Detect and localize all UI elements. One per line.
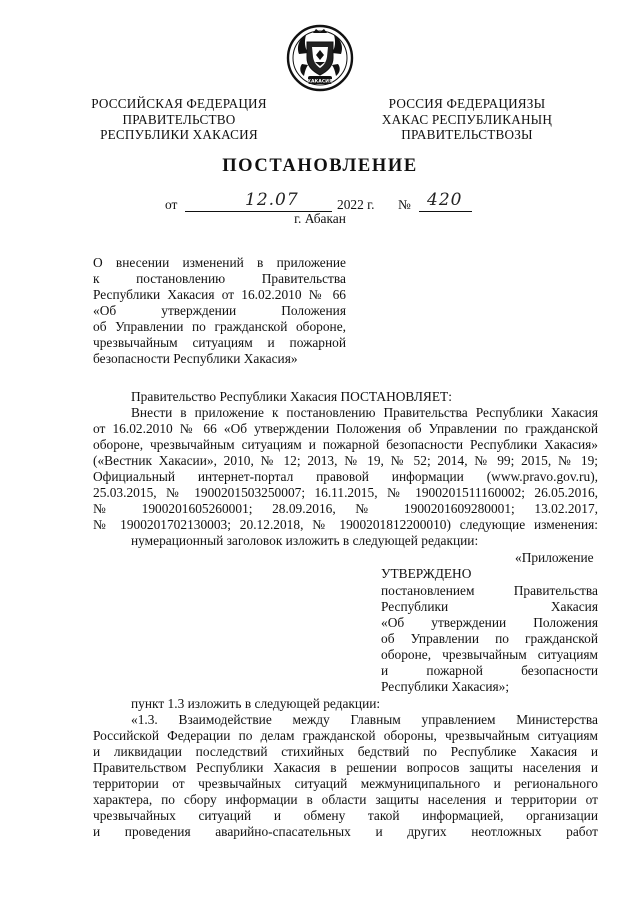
subject-line: об Управлении по гражданской обороне, bbox=[93, 319, 346, 334]
point-line: Российской Федерации по делам гражданской обороны, чрезвычайным ситуациям bbox=[93, 728, 598, 743]
point-line: пункт 1.3 изложить в следующей редакции: bbox=[131, 696, 381, 711]
point-line: территории от чрезвычайных ситуаций межмуниципального и регионального bbox=[93, 776, 598, 791]
date-year: 2022 г. bbox=[337, 197, 375, 212]
handwritten-date: 12.07 bbox=[245, 190, 299, 210]
document-title: ПОСТАНОВЛЕНИЕ bbox=[222, 156, 418, 176]
appendix-line: постановлением Правительства bbox=[381, 583, 598, 598]
point-line: и ликвидации последствий стихийных бедствий по Республике Хакасия и bbox=[93, 744, 598, 759]
subject-line: Республики Хакасия от 16.02.2010 № 66 bbox=[93, 287, 346, 302]
appendix-line: обороне, чрезвычайным ситуациям bbox=[381, 647, 598, 662]
date-prefix: от bbox=[165, 197, 178, 212]
point-line: и проведения аварийно-спасательных и других неотложных работ bbox=[93, 824, 598, 839]
handwritten-number: 420 bbox=[427, 190, 463, 210]
body-line: («Вестник Хакасии», 2010, № 12; 2013, № 19, № 52; 2014, № 99; 2015, № 19; bbox=[93, 453, 598, 468]
crest-inscription: ХАКАСИЯ bbox=[307, 79, 333, 85]
appendix-line: Республики Хакасия»; bbox=[381, 679, 510, 694]
point-line: чрезвычайных ситуаций и обмену такой информацией, организации bbox=[93, 808, 598, 823]
appendix-approved: УТВЕРЖДЕНО bbox=[381, 566, 472, 581]
body-line: Внести в приложение к постановлению Правительства Республики Хакасия bbox=[131, 405, 598, 420]
appendix-line: «Об утверждении Положения bbox=[381, 615, 598, 630]
point-line: «1.3. Взаимодействие между Главным управлением Министерства bbox=[131, 712, 598, 727]
city-line: г. Абакан bbox=[294, 211, 346, 226]
subject-line: безопасности Республики Хакасия» bbox=[93, 351, 298, 366]
header-right-line: РОССИЯ ФЕДЕРАЦИЯЗЫ bbox=[388, 96, 546, 111]
subject-line: О внесении изменений в приложение bbox=[93, 255, 346, 270]
body-line: от 16.02.2010 № 66 «Об утверждении Положения об Управлении по гражданской bbox=[93, 421, 598, 436]
body-line: № 1900201702130003; 20.12.2018, № 1900201812200010) следующие изменения: bbox=[93, 517, 598, 532]
appendix-line: и пожарной безопасности bbox=[381, 663, 598, 678]
header-left-line: РЕСПУБЛИКИ ХАКАСИЯ bbox=[100, 127, 258, 142]
subject-line: чрезвычайным ситуациям и пожарной bbox=[93, 335, 346, 350]
point-line: характера, по сбору информации в области защиты населения и территории от bbox=[93, 792, 598, 807]
subject-line: к постановлению Правительства bbox=[93, 271, 346, 286]
body-line: 25.03.2015, № 1900201503250007; 16.11.2015, № 1900201511160002; 26.05.2016, bbox=[93, 485, 598, 500]
coat-of-arms-emblem bbox=[286, 24, 354, 92]
body-line: Правительство Республики Хакасия ПОСТАНОВЛЯЕТ: bbox=[131, 389, 452, 404]
body-line: обороне, чрезвычайным ситуациям и пожарной безопасности Республики Хакасия» bbox=[93, 437, 598, 452]
point-line: Правительством Республики Хакасия в решении вопросов защиты населения и bbox=[93, 760, 598, 775]
body-line: Официальный интернет-портал правовой информации (www.pravo.gov.ru), bbox=[93, 469, 598, 484]
header-left-russian bbox=[78, 96, 280, 143]
body-line: нумерационный заголовок изложить в следующей редакции: bbox=[131, 533, 479, 548]
header-right-khakas bbox=[362, 96, 572, 143]
number-sign: № bbox=[398, 197, 411, 212]
body-line: № 1900201605260001; 28.09.2016, № 1900201609280001; 13.02.2017, bbox=[93, 501, 598, 516]
header-right-line: ХАКАС РЕСПУБЛИКАНЫҢ bbox=[381, 111, 553, 127]
header-left-line: ПРАВИТЕЛЬСТВО bbox=[122, 111, 236, 127]
header-right-line: ПРАВИТЕЛЬСТВОЗЫ bbox=[401, 127, 533, 142]
subject-line: «Об утверждении Положения bbox=[93, 303, 346, 318]
appendix-line: Республики Хакасия bbox=[381, 599, 598, 614]
header-left-line: РОССИЙСКАЯ ФЕДЕРАЦИЯ bbox=[91, 96, 267, 111]
appendix-line: об Управлении по гражданской bbox=[381, 631, 598, 646]
appendix-label: «Приложение bbox=[515, 550, 594, 565]
